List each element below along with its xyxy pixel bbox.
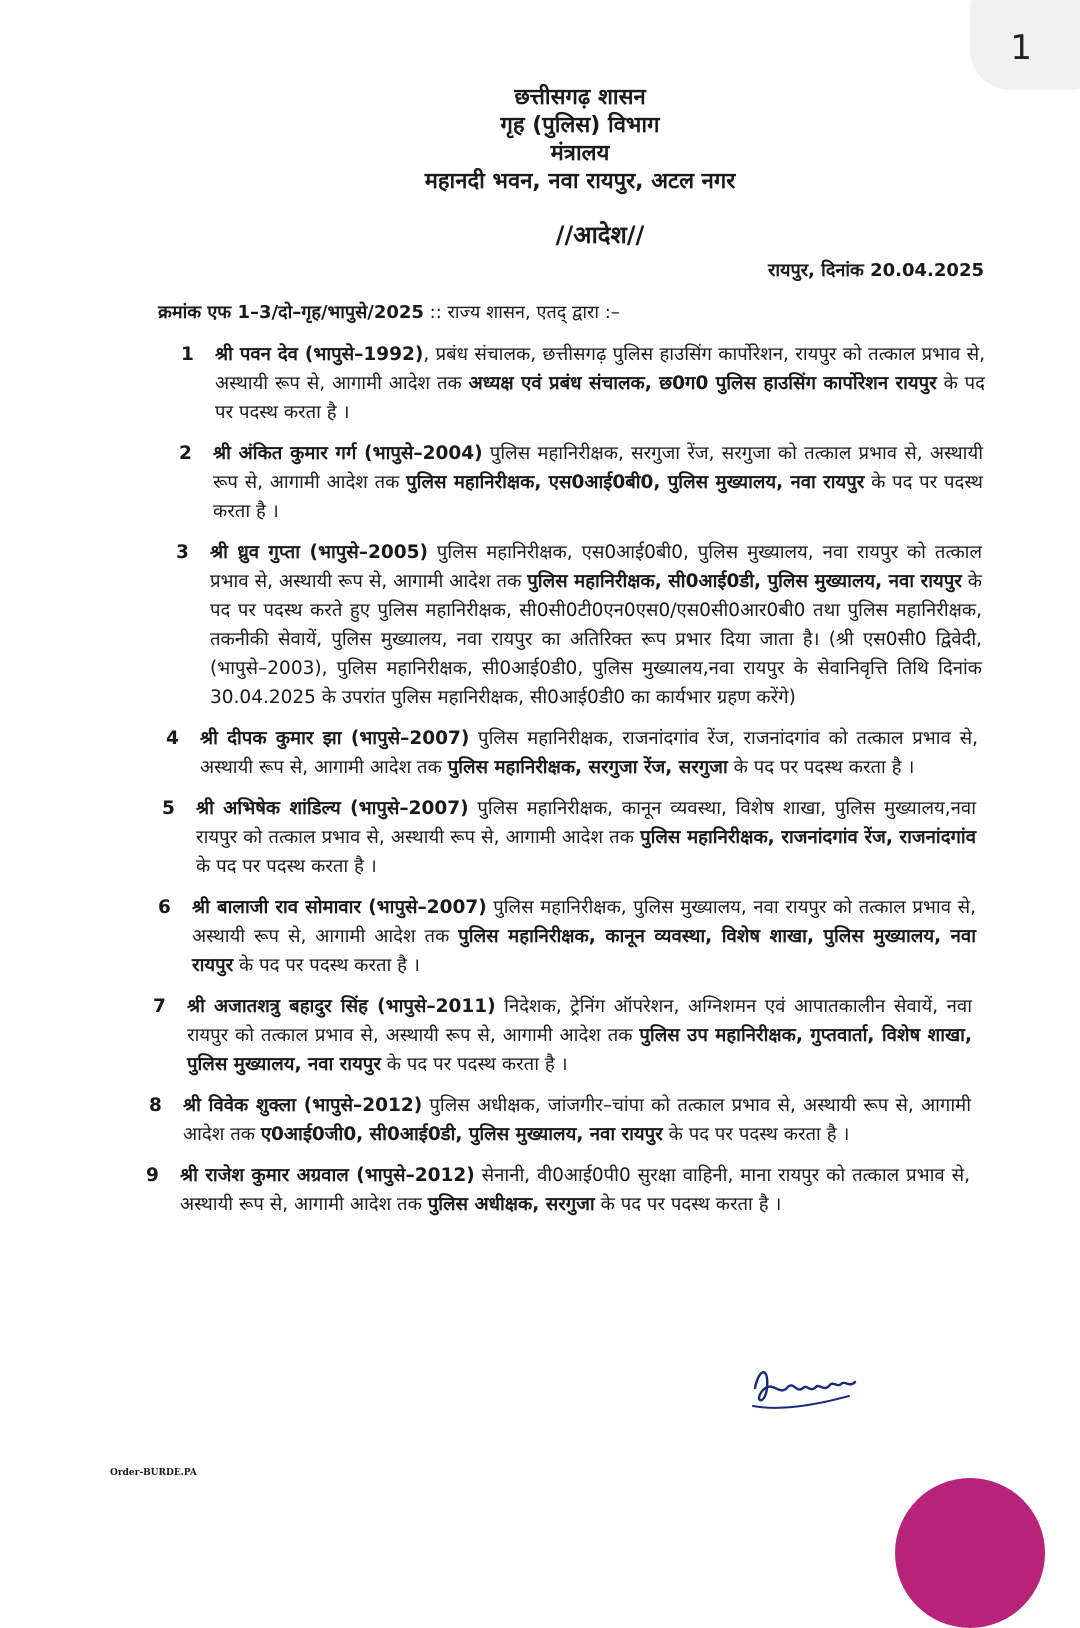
item-text-end: के पद पर पदस्थ करता है । — [233, 955, 420, 976]
order-item-2 — [179, 439, 983, 526]
item-text-end: के पद पर पदस्थ करता है । — [213, 472, 983, 522]
date-line: रायपुर, दिनांक 20.04.2025 — [768, 260, 984, 281]
item-number: 2 — [179, 443, 192, 464]
item-text: पुलिस अधीक्षक, जांजगीर–चांपा को तत्काल प्रभाव से, अस्थायी रूप से, आगामी आदेश तक — [183, 1095, 971, 1145]
item-number: 1 — [181, 344, 194, 365]
officer-name: श्री राजेश कुमार अग्रवाल (भापुसे–2012) — [180, 1165, 475, 1186]
item-number: 3 — [176, 542, 189, 563]
item-text-end: के पद पर पदस्थ करता है । — [215, 373, 985, 423]
order-item-3 — [176, 538, 982, 712]
officer-name: श्री विवेक शुक्ला (भापुसे–2012) — [183, 1095, 423, 1116]
signature-scribble-icon — [745, 1358, 865, 1418]
new-post: अध्यक्ष एवं प्रबंध संचालक, छ0ग0 पुलिस हाउसिंग कार्पोरेशन रायपुर — [468, 373, 937, 394]
item-text: पुलिस महानिरीक्षक, राजनांदगांव रेंज, राजनांदगांव को तत्काल प्रभाव से, अस्थायी रूप से, आगामी आदेश तक — [200, 728, 978, 778]
new-post: पुलिस महानिरीक्षक, एस0आई0बी0, पुलिस मुख्यालय, नवा रायपुर — [406, 472, 865, 493]
item-text-end: के पद पर पदस्थ करता है । — [662, 1124, 850, 1145]
item-text: पुलिस महानिरीक्षक, एस0आई0बी0, पुलिस मुख्यालय, नवा रायपुर को तत्काल प्रभाव से, अस्थायी रूप से, आगामी आदेश तक — [210, 542, 982, 592]
reference-text: :: राज्य शासन, एतद् द्वारा :– — [423, 302, 620, 323]
item-text-end: के पद पर पदस्थ करता है । — [380, 1054, 568, 1075]
item-text-end: के पद पर पदस्थ करता है । — [594, 1194, 782, 1215]
reference-number: क्रमांक एफ 1–3/दो–गृह/भापुसे/2025 — [158, 302, 424, 323]
header-line-3: मंत्रालय — [550, 141, 610, 166]
order-item-7 — [153, 992, 973, 1079]
order-title: //आदेश// — [555, 221, 645, 249]
item-number: 8 — [149, 1095, 162, 1116]
item-text: पुलिस महानिरीक्षक, पुलिस मुख्यालय, नवा रायपुर को तत्काल प्रभाव से, अस्थायी रूप से, आगामी आदेश तक — [192, 897, 976, 947]
new-post: पुलिस उप महानिरीक्षक, गुप्तवार्ता, विशेष शाखा, पुलिस मुख्यालय, नवा रायपुर — [187, 1025, 972, 1075]
header-line-2: गृह (पुलिस) विभाग — [500, 113, 660, 138]
item-number: 9 — [146, 1165, 159, 1186]
officer-name: श्री अजातशत्रु बहादुर सिंह (भापुसे–2011) — [187, 996, 496, 1017]
order-item-1 — [181, 340, 985, 427]
document-header — [0, 84, 1080, 196]
officer-name: श्री अंकित कुमार गर्ग (भापुसे–2004) — [213, 443, 483, 464]
item-text: , प्रबंध संचालक, छत्तीसगढ़ पुलिस हाउसिंग कार्पोरेशन, रायपुर को तत्काल प्रभाव से, अस्थायी रूप से, आगामी आदेश तक — [215, 344, 985, 394]
item-text: पुलिस महानिरीक्षक, कानून व्यवस्था, विशेष शाखा, पुलिस मुख्यालय,नवा रायपुर को तत्काल प्रभाव से, अस्थायी रूप से, आगामी आदेश तक — [196, 798, 976, 848]
item-number: 7 — [153, 996, 166, 1017]
reference-line — [158, 300, 620, 324]
new-post: पुलिस महानिरीक्षक, कानून व्यवस्था, विशेष शाखा, पुलिस मुख्यालय, नवा रायपुर — [192, 926, 976, 976]
new-post: पुलिस महानिरीक्षक, राजनांदगांव रेंज, राजनांदगांव — [640, 827, 977, 848]
officer-name: श्री पवन देव (भापुसे–1992) — [215, 344, 424, 365]
officer-name: श्री दीपक कुमार झा (भापुसे–2007) — [200, 728, 470, 749]
new-post: पुलिस महानिरीक्षक, सी0आई0डी, पुलिस मुख्यालय, नवा रायपुर — [527, 571, 962, 592]
signature — [745, 1358, 865, 1422]
item-text: पुलिस महानिरीक्षक, सरगुजा रेंज, सरगुजा को तत्काल प्रभाव से, अस्थायी रूप से, आगामी आदेश तक — [213, 443, 983, 493]
header-line-1: छत्तीसगढ़ शासन — [514, 85, 646, 110]
page-number: 1 — [1010, 28, 1032, 68]
new-post: पुलिस महानिरीक्षक, सरगुजा रेंज, सरगुजा — [447, 757, 728, 778]
item-number: 5 — [162, 798, 175, 819]
corner-avatar-circle — [895, 1478, 1045, 1628]
item-number: 4 — [166, 728, 179, 749]
order-item-9 — [146, 1161, 970, 1219]
order-item-8 — [149, 1091, 971, 1149]
item-text: निदेशक, ट्रेनिंग ऑपरेशन, अग्निशमन एवं आपातकालीन सेवायें, नवा रायपुर को तत्काल प्रभाव से, अस्थायी रूप से, आगामी आदेश तक — [187, 996, 973, 1046]
item-text-end: के पद पर पदस्थ करते हुए पुलिस महानिरीक्षक, सी0सी0टी0एन0एस0/एस0सी0आर0बी0 तथा पुलिस महानिरीक्षक, तकनीकी सेवायें, पुलिस मुख्यालय, नवा रायपुर का अतिरिक्त रूप प्रभार दिया जाता है। (श्री एस0सी0 द्विवेदी, (भापुसे–2003), पुलिस महानिरीक्षक, सी0आई0डी0, पुलिस मुख्यालय,नवा रायपुर के सेवानिवृत्ति तिथि दिनांक 30.04.2025 के उपरांत पुलिस महानिरीक्षक, सी0आई0डी0 का कार्यभार ग्रहण करेंगे) — [210, 571, 982, 708]
order-item-6 — [158, 893, 976, 980]
officer-name: श्री अभिषेक शांडिल्य (भापुसे–2007) — [196, 798, 469, 819]
item-text-end: के पद पर पदस्थ करता है । — [196, 856, 377, 877]
item-text: सेनानी, वी0आई0पी0 सुरक्षा वाहिनी, माना रायपुर को तत्काल प्रभाव से, अस्थायी रूप से, आगामी आदेश तक — [180, 1165, 970, 1215]
new-post: ए0आई0जी0, सी0आई0डी, पुलिस मुख्यालय, नवा रायपुर — [260, 1124, 663, 1145]
new-post: पुलिस अधीक्षक, सरगुजा — [427, 1194, 595, 1215]
order-items-list — [0, 340, 1080, 1231]
item-number: 6 — [158, 897, 171, 918]
footer-code: Order-BURDE.PA — [110, 1468, 197, 1478]
order-item-5 — [162, 794, 977, 881]
order-item-4 — [166, 724, 978, 782]
officer-name: श्री बालाजी राव सोमावार (भापुसे–2007) — [192, 897, 487, 918]
officer-name: श्री ध्रुव गुप्ता (भापुसे–2005) — [210, 542, 428, 563]
item-text-end: के पद पर पदस्थ करता है । — [727, 757, 915, 778]
header-line-4: महानदी भवन, नवा रायपुर, अटल नगर — [424, 169, 736, 194]
